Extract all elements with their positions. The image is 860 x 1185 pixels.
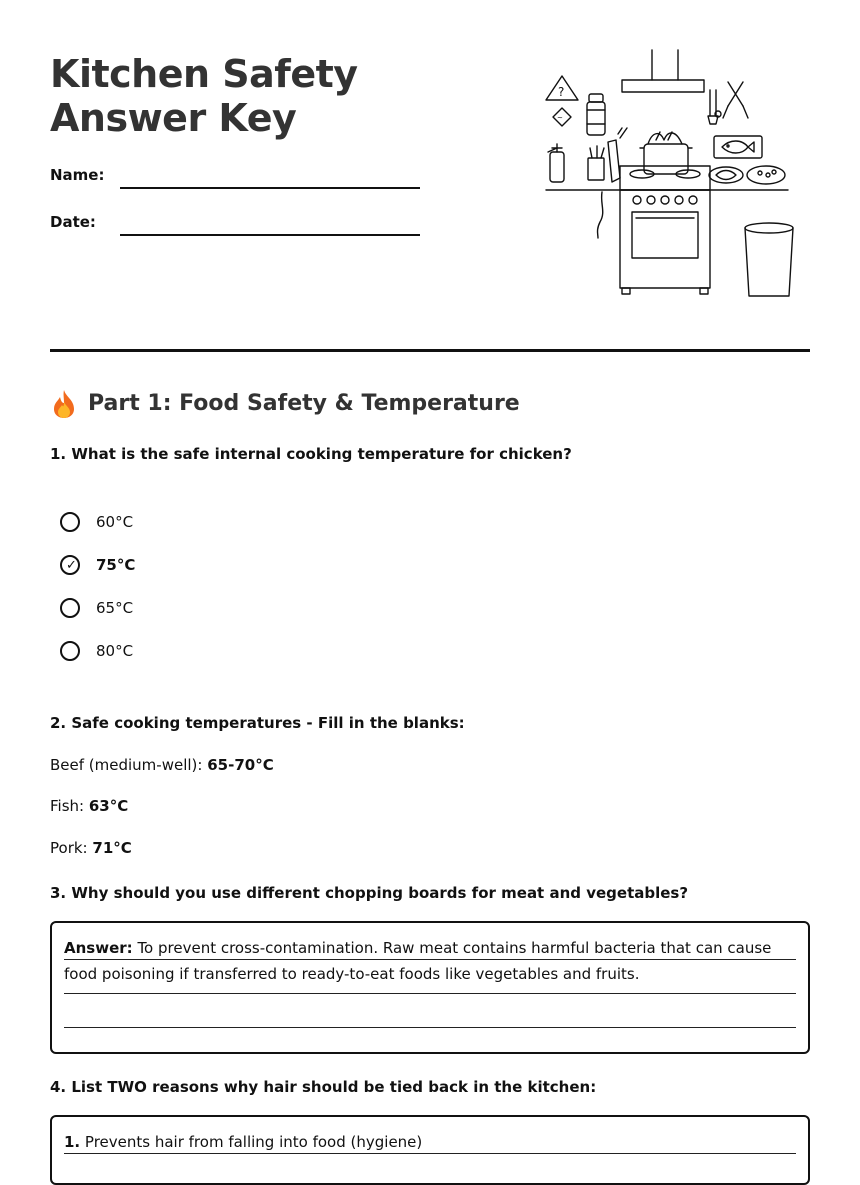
blank-answer: 63°C xyxy=(88,797,129,815)
answer-value: To prevent cross-contamination. Raw meat contains harmful bacteria that can cause food poisoning if transferred to ready-to-eat foods like vegetables and fruits. xyxy=(64,939,772,983)
section-title-part-1 xyxy=(50,388,520,420)
fill-blank-fish xyxy=(50,797,128,815)
answer-text xyxy=(64,935,796,987)
answer-box-q4[interactable] xyxy=(50,1115,810,1185)
question-4: 4. List TWO reasons why hair should be tied back in the kitchen: xyxy=(50,1078,597,1096)
option-label: 75°C xyxy=(96,556,136,574)
fire-icon xyxy=(50,389,78,419)
svg-text:~: ~ xyxy=(557,114,563,122)
name-field[interactable] xyxy=(120,187,420,189)
blank-answer: 71°C xyxy=(92,839,132,857)
answer-text xyxy=(64,1129,796,1155)
name-label: Name: xyxy=(50,166,105,184)
answer-box-q3[interactable] xyxy=(50,921,810,1054)
question-3: 3. Why should you use different chopping boards for meat and vegetables? xyxy=(50,884,689,902)
fill-blank-pork xyxy=(50,839,132,857)
date-label: Date: xyxy=(50,213,96,231)
header-divider xyxy=(50,349,810,352)
question-2: 2. Safe cooking temperatures - Fill in the blanks: xyxy=(50,714,465,732)
item-number: 1. xyxy=(64,1133,81,1151)
check-icon: ✓ xyxy=(66,558,77,573)
answer-label: Answer: xyxy=(64,939,133,957)
blank-answer: 65-70°C xyxy=(207,756,274,774)
radio-button[interactable] xyxy=(60,641,80,661)
blank-label: Pork: xyxy=(50,839,88,857)
item-text: Prevents hair from falling into food (hygiene) xyxy=(84,1133,423,1151)
radio-button[interactable] xyxy=(60,512,80,532)
option-label: 60°C xyxy=(96,513,134,531)
option-75c[interactable] xyxy=(60,552,135,578)
fill-blank-beef xyxy=(50,756,274,774)
option-65c[interactable] xyxy=(60,595,133,621)
blank-label: Fish: xyxy=(50,797,85,815)
page-title: Kitchen Safety Answer Key xyxy=(50,52,358,140)
option-80c[interactable] xyxy=(60,638,133,664)
blank-label: Beef (medium-well): xyxy=(50,756,203,774)
kitchen-illustration xyxy=(540,44,800,306)
option-label: 80°C xyxy=(96,642,134,660)
option-60c[interactable] xyxy=(60,509,133,535)
option-label: 65°C xyxy=(96,599,134,617)
radio-button[interactable] xyxy=(60,598,80,618)
question-1: 1. What is the safe internal cooking temperature for chicken? xyxy=(50,445,572,463)
svg-text:?: ? xyxy=(558,85,565,99)
radio-button-checked[interactable] xyxy=(60,555,80,575)
section-title-text: Part 1: Food Safety & Temperature xyxy=(88,391,520,416)
date-field[interactable] xyxy=(120,234,420,236)
